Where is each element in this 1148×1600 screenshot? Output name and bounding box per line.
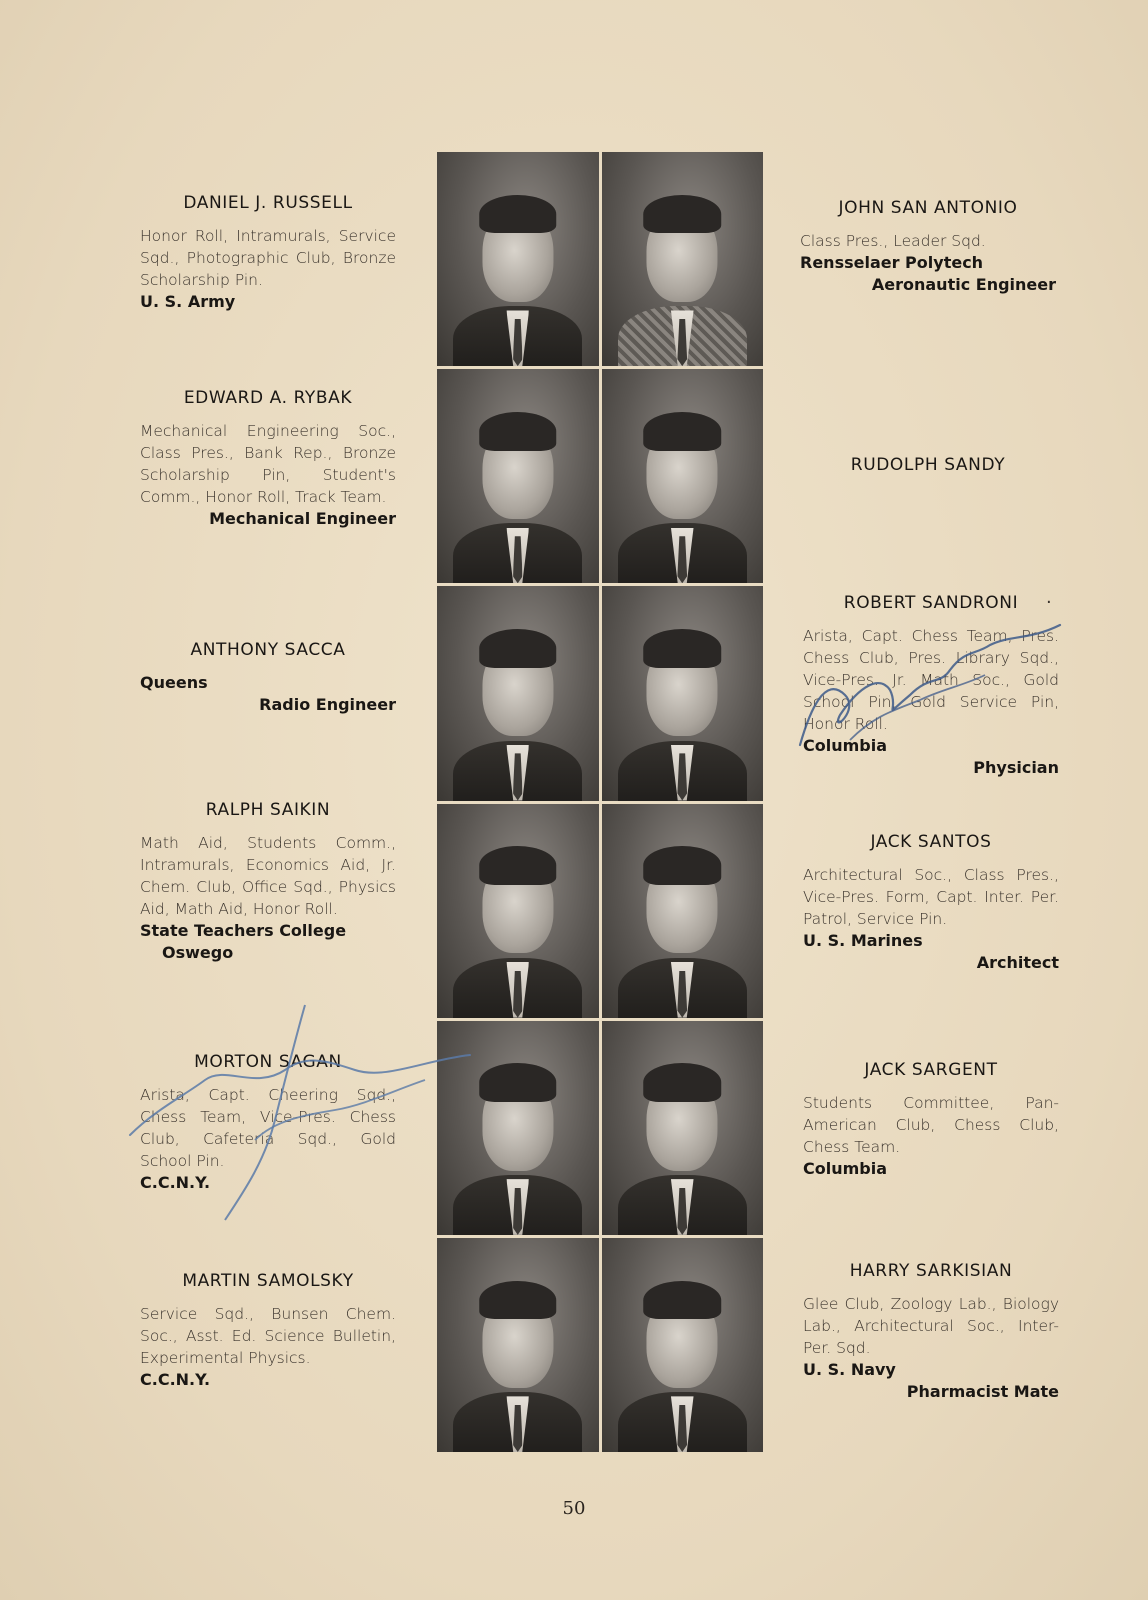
activities: Service Sqd., Bunsen Chem. Soc., Asst. Ed. Science Bulletin, Experimental Physics. <box>140 1305 396 1367</box>
destination: C.C.N.Y. <box>140 1370 211 1389</box>
entry-samolsky <box>140 1271 396 1391</box>
portrait-photo <box>602 586 764 800</box>
entry-rybak <box>140 388 396 530</box>
student-name: ANTHONY SACCA <box>190 640 346 660</box>
activities: Mechanical Engineering Soc., Class Pres., Bank Rep., Bronze Scholarship Pin, Student's Comm., Honor Roll, Track Team. <box>140 422 396 506</box>
activities: Glee Club, Zoology Lab., Biology Lab., Architectural Soc., Inter-Per. Sqd. <box>803 1295 1059 1357</box>
entry-sandroni <box>803 593 1059 779</box>
entry-sargent <box>803 1060 1059 1180</box>
stray-mark: · <box>1046 592 1052 613</box>
portrait-photo <box>602 1021 764 1235</box>
entry-sandy <box>800 455 1056 487</box>
student-name: RALPH SAIKIN <box>205 800 331 820</box>
portrait-grid <box>437 152 763 1452</box>
destination-line2: Oswego <box>162 943 234 962</box>
activities: Math Aid, Students Comm., Intramurals, Economics Aid, Jr. Chem. Club, Office Sqd., Physics Aid, Math Aid, Honor Roll. <box>140 834 396 918</box>
career: Radio Engineer <box>259 695 396 714</box>
portrait-photo <box>602 152 764 366</box>
student-name: JACK SARGENT <box>864 1060 998 1080</box>
entry-san-antonio <box>800 198 1056 296</box>
activities: Students Committee, Pan-American Club, Chess Club, Chess Team. <box>803 1094 1059 1156</box>
activities: Honor Roll, Intramurals, Service Sqd., Photographic Club, Bronze Scholarship Pin. <box>140 227 396 289</box>
portrait-photo <box>437 152 599 366</box>
student-name: MARTIN SAMOLSKY <box>182 1271 354 1291</box>
career: Physician <box>973 758 1059 777</box>
activities: Class Pres., Leader Sqd. <box>800 232 986 250</box>
entry-santos <box>803 832 1059 974</box>
activities: Architectural Soc., Class Pres., Vice-Pres. Form, Capt. Inter. Per. Patrol, Service Pin. <box>803 866 1059 928</box>
portrait-photo <box>437 586 599 800</box>
activities: Arista, Capt. Chess Team, Pres. Chess Club, Pres. Library Sqd., Vice-Pres. Jr. Math Soc., Gold School Pin, Gold Service Pin, Honor Roll. <box>803 627 1059 733</box>
career: Pharmacist Mate <box>906 1382 1059 1401</box>
student-name: HARRY SARKISIAN <box>849 1261 1013 1281</box>
page-number: 50 <box>562 1498 586 1519</box>
career: Mechanical Engineer <box>209 509 396 528</box>
portrait-photo <box>437 1238 599 1452</box>
destination: U. S. Navy <box>803 1360 896 1379</box>
entry-sarkisian <box>803 1261 1059 1403</box>
destination: U. S. Army <box>140 292 236 311</box>
portrait-photo <box>602 369 764 583</box>
portrait-photo <box>602 804 764 1018</box>
entry-sagan <box>140 1052 396 1194</box>
student-name: ROBERT SANDRONI <box>843 593 1019 613</box>
career: Architect <box>976 953 1059 972</box>
portrait-photo <box>437 804 599 1018</box>
student-name: JOHN SAN ANTONIO <box>838 198 1018 218</box>
activities: Arista, Capt. Cheering Sqd., Chess Team, Vice-Pres. Chess Club, Cafeteria Sqd., Gold School Pin. <box>140 1086 396 1170</box>
entry-sacca <box>140 640 396 716</box>
student-name: RUDOLPH SANDY <box>850 455 1006 475</box>
student-name: EDWARD A. RYBAK <box>183 388 353 408</box>
student-name: MORTON SAGAN <box>194 1052 342 1072</box>
destination: U. S. Marines <box>803 931 923 950</box>
portrait-photo <box>602 1238 764 1452</box>
entry-russell <box>140 193 396 313</box>
destination: Rensselaer Polytech <box>800 253 984 272</box>
portrait-photo <box>437 1021 599 1235</box>
destination: State Teachers College <box>140 921 347 940</box>
destination: Columbia <box>803 1159 888 1178</box>
career: Aeronautic Engineer <box>871 275 1056 294</box>
student-name: JACK SANTOS <box>870 832 992 852</box>
destination: C.C.N.Y. <box>140 1173 211 1192</box>
destination: Queens <box>140 673 208 692</box>
portrait-photo <box>437 369 599 583</box>
entry-saikin <box>140 800 396 964</box>
destination: Columbia <box>803 736 888 755</box>
student-name: DANIEL J. RUSSELL <box>183 193 353 213</box>
